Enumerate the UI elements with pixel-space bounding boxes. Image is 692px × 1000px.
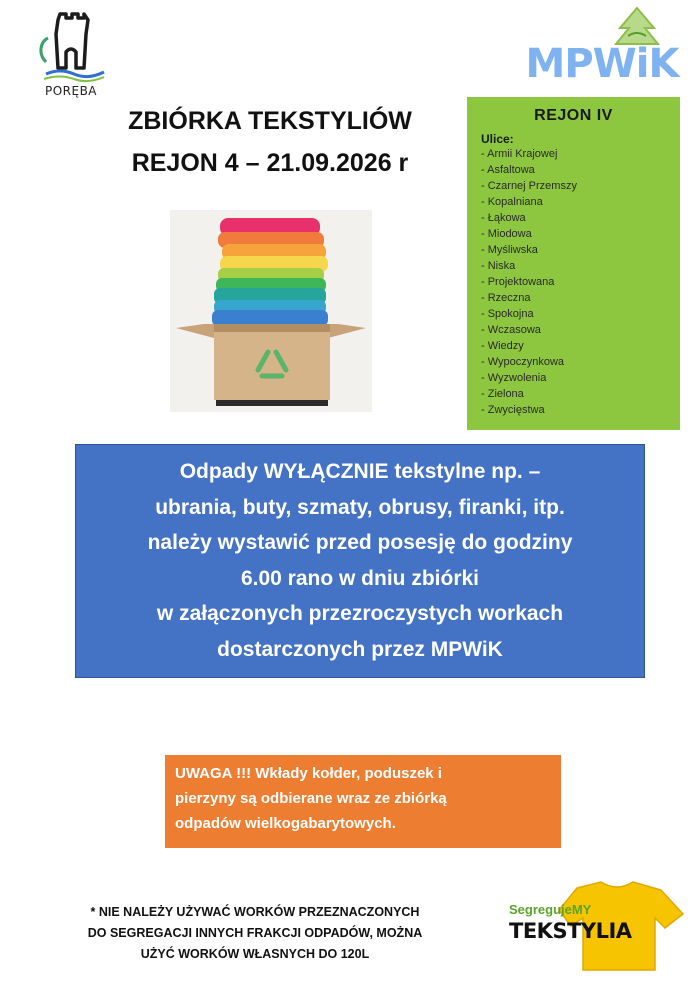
street-item: - Armii Krajowej: [481, 148, 558, 160]
warning-line: UWAGA !!! Wkłady kołder, poduszek i: [175, 765, 442, 782]
warning-box: [165, 755, 561, 848]
street-item: - Czarnej Przemszy: [481, 180, 577, 192]
footnote-line: UŻYĆ WORKÓW WŁASNYCH DO 120L: [140, 947, 370, 961]
footnote: [55, 902, 455, 965]
footnote-line: * NIE NALEŻY UŻYWAĆ WORKÓW PRZEZNACZONYCH: [90, 905, 420, 919]
title-line-2: REJON 4 – 21.09.2026 r: [131, 149, 409, 177]
info-line: w załączonych przezroczystych workach: [156, 602, 564, 625]
mpwik-logo: [518, 6, 686, 86]
street-item: - Miodowa: [481, 228, 532, 240]
info-line: Odpady WYŁĄCZNIE tekstylne np. –: [179, 460, 541, 483]
segregujemy-text: SegregujeMY: [509, 902, 592, 917]
tower-icon: [34, 8, 108, 86]
street-item: - Kopalniana: [481, 196, 543, 208]
info-line: dostarczonych przez MPWiK: [217, 637, 503, 661]
title-line-1: ZBIÓRKA TEKSTYLIÓW: [128, 107, 412, 135]
mpwik-logo-text: MPWiK: [525, 41, 679, 87]
street-item: - Projektowana: [481, 276, 555, 288]
poreba-logo-text: PORĘBA: [44, 84, 98, 98]
region-heading: REJON IV: [534, 107, 613, 124]
footnote-line: DO SEGREGACJI INNYCH FRAKCJI ODPADÓW, MOŻNA: [87, 926, 423, 940]
street-item: - Rzeczna: [481, 292, 531, 304]
street-item: - Myśliwska: [481, 244, 538, 256]
warning-line: pierzyny są odbierane wraz ze zbiórką: [175, 790, 447, 807]
street-list: [481, 146, 577, 418]
poreba-logo: [34, 8, 108, 100]
page-title: [70, 100, 470, 184]
street-item: - Wyzwolenia: [481, 372, 547, 384]
street-item: - Łąkowa: [481, 212, 526, 224]
segregujemy-tekstylia-logo: [505, 880, 687, 972]
info-line: ubrania, buty, szmaty, obrusy, firanki, itp.: [155, 495, 565, 519]
clothes-box-illustration: [170, 210, 372, 412]
tekstylia-text: TEKSTYLIA: [509, 919, 632, 943]
region-streets-box: [467, 97, 680, 430]
warning-line: odpadów wielkogabarytowych.: [175, 815, 396, 832]
street-item: - Niska: [481, 260, 516, 272]
collection-info-box: [75, 444, 645, 678]
street-item: - Wiedzy: [481, 340, 524, 352]
info-line: należy wystawić przed posesję do godziny: [147, 531, 573, 554]
street-item: - Zielona: [481, 388, 524, 400]
streets-label: Ulice:: [481, 132, 514, 146]
street-item: - Asfaltowa: [481, 164, 535, 176]
info-line: 6.00 rano w dniu zbiórki: [240, 566, 480, 590]
street-item: - Zwycięstwa: [481, 404, 545, 416]
street-item: - Wypoczynkowa: [481, 356, 565, 368]
street-item: - Wczasowa: [481, 324, 541, 336]
street-item: - Spokojna: [481, 308, 534, 320]
